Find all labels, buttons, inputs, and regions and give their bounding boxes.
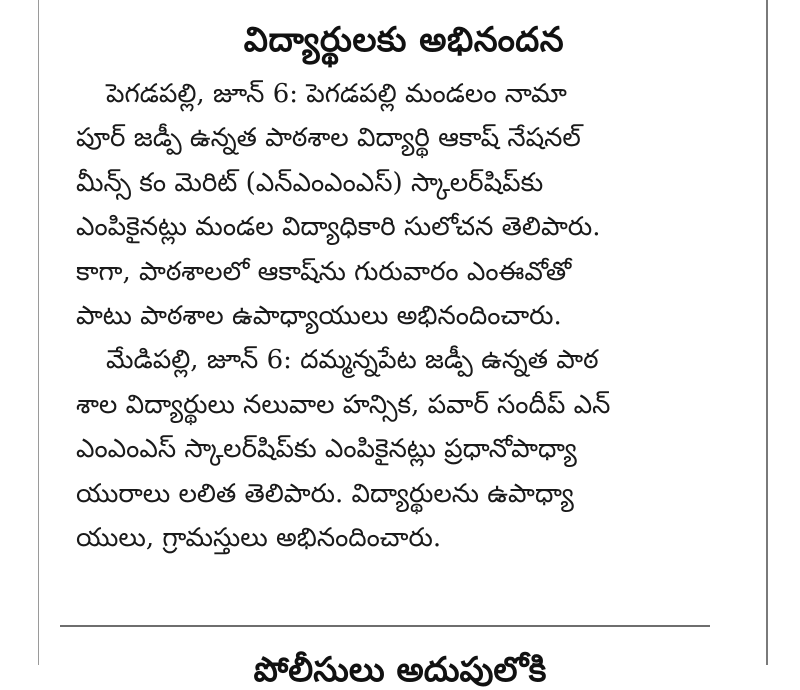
article-paragraph-2 [76,338,732,560]
paragraph-line: పాటు పాఠశాల ఉపాధ్యాయులు అభినందించారు. [76,300,562,331]
paragraph-line: శాల విద్యార్థులు నలువాల హన్సిక, పవార్ సందీప్ ఎన్ [76,389,611,420]
article-divider [60,625,710,627]
paragraph-line: యురాలు లలిత తెలిపారు. విద్యార్థులను ఉపాధ్యా [76,478,574,509]
paragraph-line: ఎంపికైనట్లు మండల విద్యాధికారి సులోచన తెలిపారు. [76,212,601,243]
article-headline: విద్యార్థులకు అభినందన [243,20,565,60]
next-article-headline-clip [200,650,600,690]
news-article [76,12,732,560]
column-rule-left [38,0,39,665]
next-article-headline: పోలీసులు అదుపులోకి [253,650,547,690]
paragraph-line: పూర్ జడ్పీ ఉన్నత పాఠశాల విద్యార్థి ఆకాష్ నేషనల్ [76,123,581,154]
paragraph-line: కాగా, పాఠశాలలో ఆకాష్‌ను గురువారం ఎంఈవోతో [76,256,572,287]
paragraph-line: మేడిపల్లి, జూన్ 6: దమ్మన్నపేట జడ్పీ ఉన్నత పాఠ [106,345,599,376]
paragraph-line: మీన్స్ కం మెరిట్ (ఎన్‌ఎంఎంఎస్) స్కాలర్‌షిప్‌కు [76,167,544,198]
paragraph-line: పెగడపల్లి, జూన్ 6: పెగడపల్లి మండలం నామా [106,79,567,109]
paragraph-line: యులు, గ్రామస్తులు అభినందించారు. [76,522,442,553]
column-rule-right [766,0,768,665]
paragraph-line: ఎంఎంఎస్ స్కాలర్‌షిప్‌కు ఎంపికైనట్లు ప్రధానోపాధ్యా [76,434,577,465]
article-paragraph-1 [76,72,732,338]
